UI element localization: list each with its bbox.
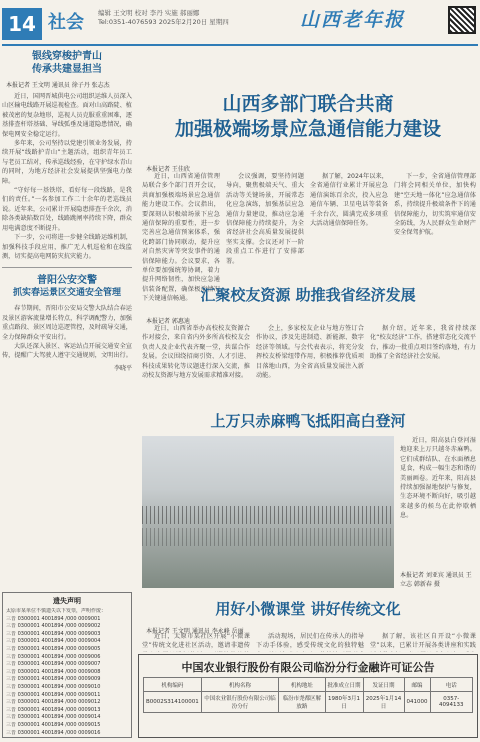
article-culture-title: 用好小微课堂 讲好传统文化 — [215, 600, 401, 618]
notice-line: 三晋 0300001 4001894 /000 0009003 — [6, 630, 101, 637]
article-column: 据介绍，近年来，我省持续深化“校友经济”工作，搭建常态化交流平台，推动一批重点项目签约落地，有力助推了全省经济社会发展。 — [370, 325, 476, 361]
notice-line: 三晋 0300001 4001894 /000 0009011 — [6, 691, 101, 698]
article-column: 据了解，该社区自开设“小微课堂”以来，已累计开展各类讲座和实践 — [370, 633, 476, 650]
qr-code-icon — [448, 6, 476, 34]
lead-headline — [138, 92, 478, 142]
article-title: 抓实春运景区交通安全管理 — [12, 288, 121, 299]
article-column: 活动现场，居民们在传承人的指导下动手体验，感受传统文化的独特魅 — [256, 633, 364, 650]
table-cell: 中国农业银行股份有限公司临汾分行 — [201, 692, 279, 713]
license-table — [143, 677, 473, 713]
page-number: 14 — [2, 8, 42, 40]
bird-flock — [142, 528, 394, 546]
lost-notice-box — [2, 592, 132, 738]
article-title: 传承共建显担当 — [32, 64, 102, 75]
table-header: 邮编 — [404, 678, 430, 692]
table-cell: 2025年1月14日 — [363, 692, 404, 713]
lead-byline: 本报记者 王佳欣 — [146, 166, 190, 173]
article-paragraph: “守好每一基铁塔、看好每一段线路，是我们的责任。”一名参加工作二十余年的老巡线员说。近年来，公司累计开展隐患排查千余次，消除各类缺陷数百处，线路跳闸率持续下降，群众用电满意度不断提升。 — [2, 187, 132, 232]
wetland-photo — [142, 436, 394, 588]
article-column: 会上，多家校友企业与地方签订合作协议，涉及先进制造、新能源、数字经济等领域。与会代表表示，将充分发挥校友桥梁纽带作用，积极推荐优质项目落地山西，为全省高质量发展注入新动能。 — [256, 325, 364, 380]
article-alumni-title: 汇聚校友资源 助推我省经济发展 — [200, 286, 416, 304]
lead-title: 加强极端场景应急通信能力建设 — [174, 118, 441, 140]
article-traffic-police — [2, 274, 132, 371]
notice-line: 三晋 0300001 4001894 /000 0009016 — [6, 729, 101, 736]
contact-line: Tel:0351-4076593 2025年2月20日 星期四 — [98, 18, 229, 26]
table-cell: 临汾市尧都区解放路 — [279, 692, 325, 713]
notice-line: 三晋 0300001 4001894 /000 0009013 — [6, 706, 101, 713]
notice-line: 三晋 0300001 4001894 /000 0009002 — [6, 623, 101, 630]
table-cell: B0002S314100001 — [144, 692, 202, 713]
table-row — [144, 692, 473, 713]
table-row — [144, 678, 473, 692]
photo-caption: 近日，阳高县白登河湿地迎来上万只越冬赤麻鸭。它们成群结队、在水面栖息觅食，构成一幅生态和谐的美丽画卷。近年来，阳高县持续加强湿地保护与修复，生态环境不断向好，吸引越来越多的候鸟在此停歇栖息。 — [400, 437, 476, 520]
article-byline: 本报记者 郭惠迪 — [146, 318, 190, 325]
article-byline: 本报记者 王文明 通讯员 李永峰 岳丽 — [146, 628, 244, 635]
notice-line: 太原市某单位不慎遗失以下发票，声明作废： — [6, 608, 107, 614]
notice-line: 三晋 0300001 4001894 /000 0009014 — [6, 714, 101, 721]
notice-line: 三晋 0300001 4001894 /000 0009005 — [6, 645, 101, 652]
article-paragraph: 春节期间，晋阳市公安局交警大队结合春运及景区游客流量增长特点，科学调配警力，加强重点路段、景区周边巡逻管控，及时疏导交通，全力保障群众平安出行。 — [2, 305, 132, 341]
photo-credit: 本报记者 刘亚宾 通讯员 王立志 韩新春 摄 — [400, 572, 472, 588]
notice-line: 三晋 0300001 4001894 /000 0009008 — [6, 668, 101, 675]
table-cell: 041000 — [404, 692, 430, 713]
editor-info — [98, 9, 229, 27]
lead-column: 会议强调，要坚持问题导向，聚焦极端天气、重大活动等关键场景，开展常态化应急演练，加强基层应急通信力量建设，推动应急通信保障能力持续提升，为全省经济社会高质量发展提供坚实支撑。会议还对下一阶段重点工作进行了安排部署。 — [226, 173, 304, 265]
table-header: 电话 — [430, 678, 473, 692]
article-paragraph: 多年来，公司坚持以党建引领业务发展，持续开展“线路护青山”主题活动，组织青年员工与老员工结对，传承巡线经验，在守护绿水青山的同时，为地方经济社会发展提供坚强电力保障。 — [2, 140, 132, 185]
bird-flock — [142, 506, 394, 524]
table-header: 机构地址 — [279, 678, 325, 692]
notice-title: 中国农业银行股份有限公司临汾分行金融许可证公告 — [181, 661, 435, 674]
article-paragraph: 大队还深入景区、客运站点开展交通安全宣传，提醒广大驾驶人遵守交通规则，文明出行。 — [2, 342, 132, 360]
editor-line: 编辑 王文明 校对 李丹 实施 郝丽娜 — [98, 9, 200, 17]
table-header: 发证日期 — [363, 678, 404, 692]
article-paragraph: 下一步，公司将进一步健全线路运维机制，加强科技手段应用，推广无人机巡检和在线监测，切实提高电网防灾抗灾能力。 — [2, 234, 132, 260]
notice-line: 三晋 0300001 4001894 /000 0009010 — [6, 683, 101, 690]
lead-title: 山西多部门联合共商 — [222, 93, 394, 115]
notice-title: 遗失声明 — [53, 597, 81, 605]
article-power-line — [2, 50, 132, 261]
article-paragraph: 近日，国网晋城供电公司组织运维人员深入山区输电线路开展巡视检查。面对山高路陡、植被茂密的复杂地形，巡视人员克服重重困难，逐基排查杆塔基础、导线弧垂及通道隐患情况，确保电网安全稳定运行。 — [2, 93, 132, 138]
notice-line: 三晋 0300001 4001894 /000 0009015 — [6, 721, 101, 728]
left-column — [2, 50, 132, 644]
page-header — [0, 0, 480, 44]
table-header: 机构编码 — [144, 678, 202, 692]
table-header: 机构名称 — [201, 678, 279, 692]
lead-column: 据了解，2024年以来，全省通信行业累计开展应急通信演练百余次，投入应急通信车辆、卫星电话等装备千余台次，圆满完成多项重大活动通信保障任务。 — [310, 173, 388, 228]
table-cell: 0357-4094133 — [430, 692, 473, 713]
article-title: 银线穿梭护青山 — [32, 51, 102, 62]
article-ducks-title: 上万只赤麻鸭飞抵阳高白登河 — [210, 412, 406, 430]
divider — [2, 267, 132, 268]
notice-line: 三晋 0300001 4001894 /000 0009006 — [6, 653, 101, 660]
article-signature: 李晓平 — [113, 364, 132, 372]
notice-line: 三晋 0300001 4001894 /000 0009007 — [6, 661, 101, 668]
notice-line: 三晋 0300001 4001894 /000 0009012 — [6, 699, 101, 706]
lead-column: 下一步，全省通信管理部门将会同相关单位，加快构建“空天地一体化”应急通信体系，持续提升极端条件下的通信保障能力，切实筑牢通信安全防线，为人民群众生命财产安全保驾护航。 — [394, 173, 476, 237]
article-byline: 本报记者 王文明 通讯员 徐子丹 张志杰 — [6, 82, 110, 89]
masthead-logo: 山西老年报 — [300, 9, 406, 31]
bank-license-notice — [138, 654, 478, 738]
article-column: 近日，山西省举办高校校友资源合作对接会，来自省内外多所高校校友会负责人及企业代表齐聚一堂，共谋合作发展。会议围绕招商引资、人才引进、科技成果转化等议题进行深入交流，推动校友资源与地方发展需求精准对接。 — [142, 325, 250, 380]
article-column: 近日，太原市某社区开展“小微课堂”传统文化进社区活动，邀请非遗传 — [142, 633, 250, 650]
lead-column: 近日，山西省通信管理局联合多个部门召开会议，共商加强极端场景应急通信能力建设工作。会议指出，要深刻认识极端场景下应急通信保障的重要性，进一步完善应急通信预案体系，强化跨部门协同联动，提升应对自然灾害等突发事件的通信保障能力。会议要求，各单位要加强统筹协调，着力提升网络韧性，加快应急通信装备配置，确保极端情况下关键通信畅通。 — [142, 173, 220, 303]
notice-line: 三晋 0300001 4001894 /000 0009004 — [6, 638, 101, 645]
notice-line: 三晋 0300001 4001894 /000 0009009 — [6, 676, 101, 683]
table-header: 批准成立日期 — [325, 678, 363, 692]
header-rule — [2, 44, 478, 46]
article-title: 普阳公安交警 — [37, 275, 97, 287]
table-cell: 1980年3月1日 — [325, 692, 363, 713]
notice-line: 三晋 0300001 4001894 /000 0009001 — [6, 615, 101, 622]
section-title: 社会 — [48, 12, 84, 33]
